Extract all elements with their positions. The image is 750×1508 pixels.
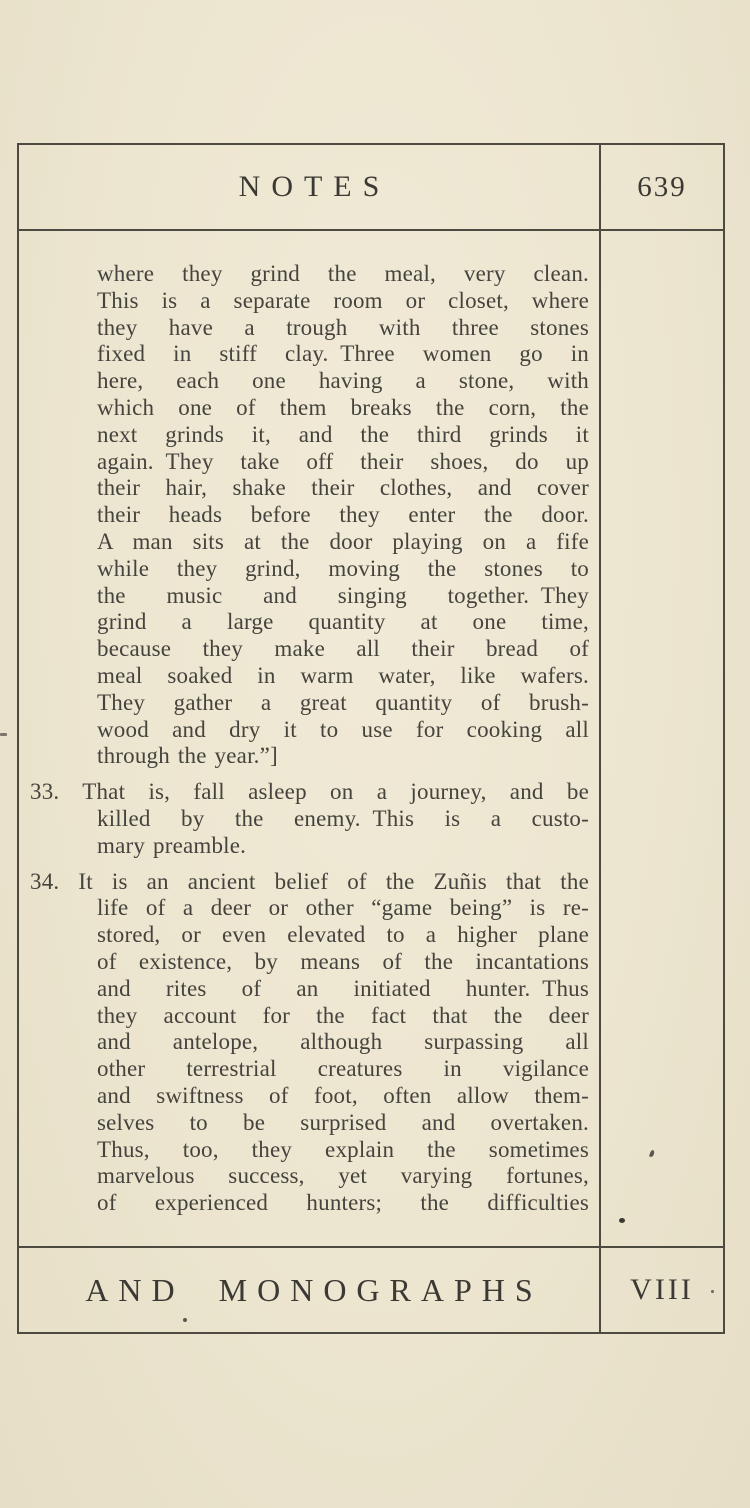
note-number: 33. (30, 779, 60, 805)
text-line: mary preamble. (97, 832, 247, 858)
text-line: their heads before they enter the door. (97, 502, 589, 528)
text-line: life of a deer or other “game being” is re- (97, 895, 589, 921)
page-title: NOTES (238, 170, 391, 203)
text-line: They gather a great quantity of brush- (97, 689, 589, 715)
body-row (19, 231, 723, 1246)
print-speck (183, 1318, 187, 1322)
footer-title-cell (19, 1248, 601, 1332)
text-line: 33. That is, fall asleep on a journey, and be (30, 779, 589, 805)
text-line: which one of them breaks the corn, the (97, 394, 589, 420)
print-speck (619, 1218, 625, 1223)
text-line: because they make all their bread of (97, 636, 589, 662)
text-line: and antelope, although surpassing all (97, 1029, 589, 1055)
margin-column (601, 231, 723, 1246)
page-frame (17, 143, 725, 1334)
page-number: 639 (637, 170, 687, 203)
text-line: and rites of an initiated hunter. Thus (97, 975, 589, 1001)
text-line: where they grind the meal, very clean. (97, 261, 589, 286)
header-row (19, 145, 723, 231)
note-34 (30, 868, 589, 1217)
note-32-continuation (97, 261, 589, 770)
text-line: their hair, shake their clothes, and cover (97, 475, 589, 501)
text-line: grind a large quantity at one time, (97, 609, 589, 635)
print-mark-dash (0, 733, 7, 736)
text-line: and swiftness of foot, often allow them- (97, 1082, 589, 1108)
text-line: next grinds it, and the third grinds it (97, 421, 589, 447)
header-title-cell (19, 145, 601, 229)
text-line: fixed in stiff clay. Three women go in (97, 341, 589, 367)
print-speck (711, 1290, 714, 1293)
header-pagenumber-cell (601, 145, 723, 229)
text-line: wood and dry it to use for cooking all (97, 716, 589, 742)
body-text (19, 231, 601, 1246)
volume-number: VIII (630, 1273, 694, 1306)
note-number: 34. (30, 868, 60, 894)
text-line: of experienced hunters; the difficulties (97, 1190, 589, 1216)
text-line: selves to be surprised and overtaken. (97, 1109, 589, 1135)
text-line: they account for the fact that the deer (97, 1002, 589, 1028)
note-33 (30, 779, 589, 859)
text-line: here, each one having a stone, with (97, 368, 589, 394)
text-line: again. They take off their shoes, do up (97, 448, 589, 474)
text-line: while they grind, moving the stones to (97, 555, 589, 581)
text-line: they have a trough with three stones (97, 314, 589, 340)
text-line: killed by the enemy. This is a custo- (97, 805, 589, 831)
text-line: of existence, by means of the incantations (97, 948, 589, 974)
footer-volume-cell (601, 1248, 723, 1332)
text-line: stored, or even elevated to a higher plane (97, 922, 589, 948)
footer-row (19, 1246, 723, 1332)
text-line: 34. It is an ancient belief of the Zuñis that the (30, 868, 589, 894)
text-line: marvelous success, yet varying fortunes, (97, 1163, 589, 1189)
text-line: other terrestrial creatures in vigilance (97, 1056, 589, 1082)
text-line: meal soaked in warm water, like wafers. (97, 662, 589, 688)
text-line: the music and singing together. They (97, 582, 589, 608)
text-line: through the year.”] (97, 743, 278, 769)
series-title: AND MONOGRAPHS (85, 1271, 543, 1308)
text-line: A man sits at the door playing on a fife (97, 528, 589, 554)
text-line: This is a separate room or closet, where (97, 287, 589, 313)
text-line: Thus, too, they explain the sometimes (97, 1136, 589, 1162)
